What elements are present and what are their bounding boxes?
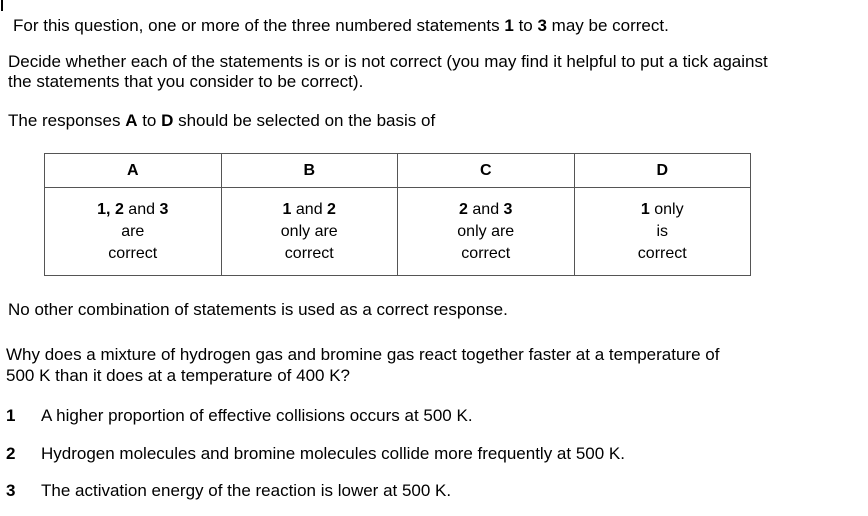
- statement-number: 2: [6, 444, 16, 463]
- instruction-line-2: the statements that you consider to be correct).: [8, 72, 364, 91]
- no-other-note: No other combination of statements is used as a correct response.: [8, 300, 508, 319]
- statement-text: The activation energy of the reaction is lower at 500 K.: [41, 481, 452, 500]
- response-key-table: [44, 153, 751, 276]
- responses-line: The responses A to D should be selected on the basis of: [8, 111, 436, 130]
- intro-line: For this question, one or more of the three numbered statements 1 to 3 may be correct.: [13, 16, 669, 35]
- statement-text: Hydrogen molecules and bromine molecules collide more frequently at 500 K.: [41, 444, 625, 463]
- header-C: C: [398, 154, 575, 188]
- question-line-2: 500 K than it does at a temperature of 400 K?: [6, 366, 351, 385]
- header-B: B: [221, 154, 398, 188]
- instruction-line-1: Decide whether each of the statements is or is not correct (you may find it helpful to put a tick against: [8, 52, 768, 71]
- table-header-row: [45, 154, 751, 188]
- question-line-1: Why does a mixture of hydrogen gas and bromine gas react together faster at a temperature of: [6, 345, 720, 364]
- cell-A: 1, 2 and 3 are correct: [45, 188, 222, 276]
- statement-text: A higher proportion of effective collisions occurs at 500 K.: [41, 406, 473, 425]
- text-cursor: [1, 0, 3, 11]
- header-A: A: [45, 154, 222, 188]
- statement-number: 3: [6, 481, 16, 500]
- table-row: [45, 188, 751, 276]
- header-D: D: [574, 154, 751, 188]
- cell-C: 2 and 3 only are correct: [398, 188, 575, 276]
- cell-D: 1 only is correct: [574, 188, 751, 276]
- cell-B: 1 and 2 only are correct: [221, 188, 398, 276]
- statement-number: 1: [6, 406, 16, 425]
